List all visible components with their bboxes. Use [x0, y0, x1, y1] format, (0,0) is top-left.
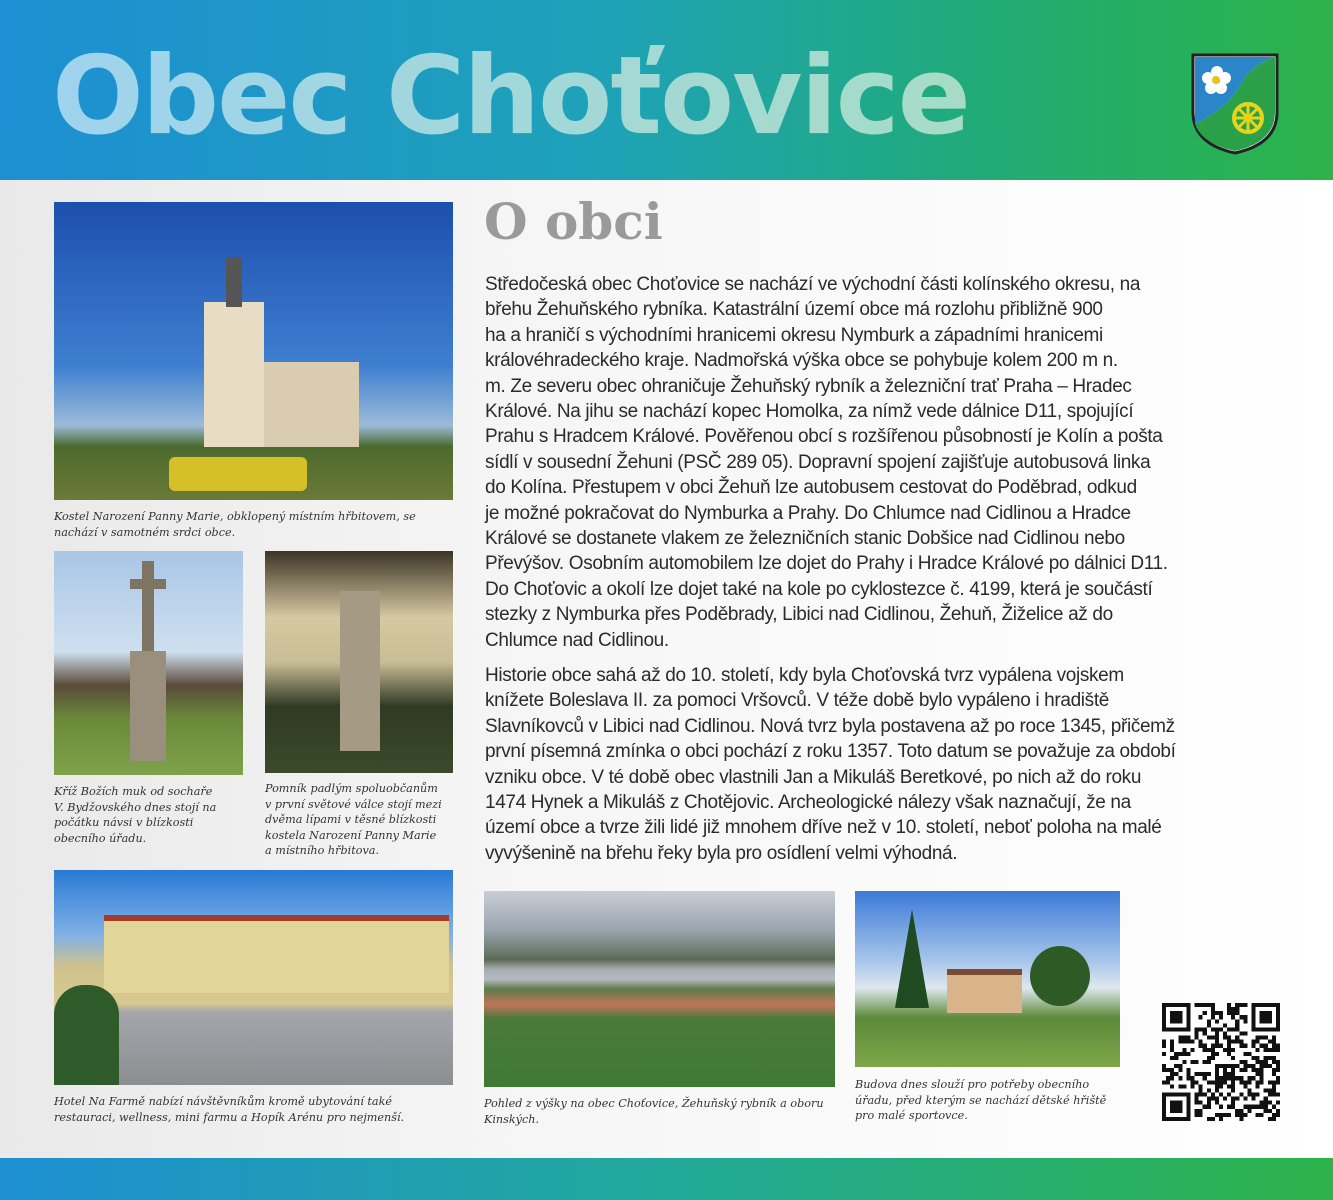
text-line: Slavníkovců v Libici nad Cidlinou. Nová tvrz byla postavena až po roce 1345, přičemž [485, 715, 1175, 737]
text-line: první písemná zmínka o obci pochází z roku 1357. Toto datum se považuje za období [485, 741, 1176, 763]
memorial-caption: Pomník padlým spoluobčanům v první světové válce stojí mezi dvěma lípami v těsné blízkosti kostela Narození Panny Marie a místního hřbitova. [265, 782, 442, 857]
text-line: Převýšov. Osobním automobilem lze dojet do Prahy i Hradce Králové po dálnici D11. [485, 553, 1168, 575]
text-line: knížete Boleslava II. za pomoci Vršovců. V téže době bylo vypáleno i hradiště [485, 690, 1109, 712]
page-title: Obec Choťovice [52, 34, 969, 159]
text-line: m. Ze severu obec ohraničuje Žehuňský rybník a železniční trať Praha – Hradec [485, 375, 1132, 397]
text-line: Historie obce sahá až do 10. století, kdy byla Choťovská tvrz vypálena vojskem [485, 665, 1124, 686]
church-caption: Kostel Narození Panny Marie, obklopený místním hřbitovem, se nachází v samotném srdci obce. [54, 510, 416, 539]
coat-of-arms-icon [1190, 52, 1280, 156]
office-photo [855, 891, 1120, 1067]
section-heading: O obci [484, 192, 663, 251]
text-line: Chlumce nad Cidlinou. [485, 629, 669, 651]
text-line: vyvýšenině na břehu řeky byla pro osídlení velmi výhodná. [485, 842, 958, 864]
text-line: stezky z Nymburka přes Poděbrady, Libici nad Cidlinou, Žehuň, Žiželice až do [485, 604, 1113, 626]
cross-caption: Kříž Božích muk od sochaře V. Bydžovského dnes stojí na počátku návsi v blízkosti obecního úřadu. [54, 785, 217, 845]
paragraph-about [485, 272, 1168, 653]
church-photo [54, 202, 453, 500]
text-line: královéhradeckého kraje. Nadmořská výška obce se pohybuje kolem 200 m n. [485, 350, 1118, 372]
text-line: Středočeská obec Choťovice se nachází ve východní části kolínského okresu, na [485, 274, 1141, 295]
office-caption: Budova dnes slouží pro potřeby obecního úřadu, před kterým se nachází dětské hřiště pro malé sportovce. [855, 1078, 1107, 1122]
qr-code-icon[interactable] [1162, 1003, 1280, 1121]
text-line: Králové. Na jihu se nachází kopec Homolka, za nímž vede dálnice D11, spojující [485, 401, 1134, 423]
text-line: Do Choťovic a okolí lze dojet také na kole po cyklostezce č. 4199, která je součástí [485, 578, 1153, 600]
hotel-photo [54, 870, 453, 1085]
text-line: do Kolína. Přestupem v obci Žehuň lze autobusem cestovat do Poděbrad, odkud [485, 477, 1137, 499]
header-banner [0, 0, 1333, 180]
text-line: 1474 Hynek a Mikuláš z Chotějovic. Archeologické nálezy však naznačují, že na [485, 792, 1131, 814]
memorial-photo [265, 551, 453, 773]
footer-banner [0, 1158, 1333, 1200]
cross-photo [54, 551, 243, 775]
text-line: vzniku obce. V té době obec vlastnili Jan a Mikuláš Beretkové, po nich až do roku [485, 766, 1142, 788]
text-line: sídlí v sousední Žehuni (PSČ 289 05). Dopravní spojení zajišťuje autobusová linka [485, 451, 1151, 473]
aerial-caption: Pohled z výšky na obec Choťovice, Žehuňský rybník a oboru Kinských. [484, 1097, 824, 1126]
text-line: Králové se dostanete vlakem ze železničních stanic Dobšice nad Cidlinou nebo [485, 528, 1125, 550]
aerial-photo [484, 891, 835, 1087]
text-line: Prahu s Hradcem Králové. Pověřenou obcí s rozšířenou působností je Kolín a pošta [485, 426, 1163, 448]
paragraph-history [485, 663, 1176, 866]
hotel-caption: Hotel Na Farmě nabízí návštěvníkům kromě ubytování také restauraci, wellness, mini farmu a Hopík Arénu pro nejmenší. [54, 1095, 405, 1124]
text-line: je možné pokračovat do Nymburka a Prahy. Do Chlumce nad Cidlinou a Hradce [485, 502, 1131, 524]
text-line: ha a hraničí s východními hranicemi okresu Nymburk a západními hranicemi [485, 324, 1103, 346]
text-line: břehu Žehuňského rybníka. Katastrální území obce má rozlohu přibližně 900 [485, 299, 1103, 321]
text-line: území obce a tvrze žili lidé již mnohem dříve než v 10. století, neboť poloha na malé [485, 817, 1162, 839]
